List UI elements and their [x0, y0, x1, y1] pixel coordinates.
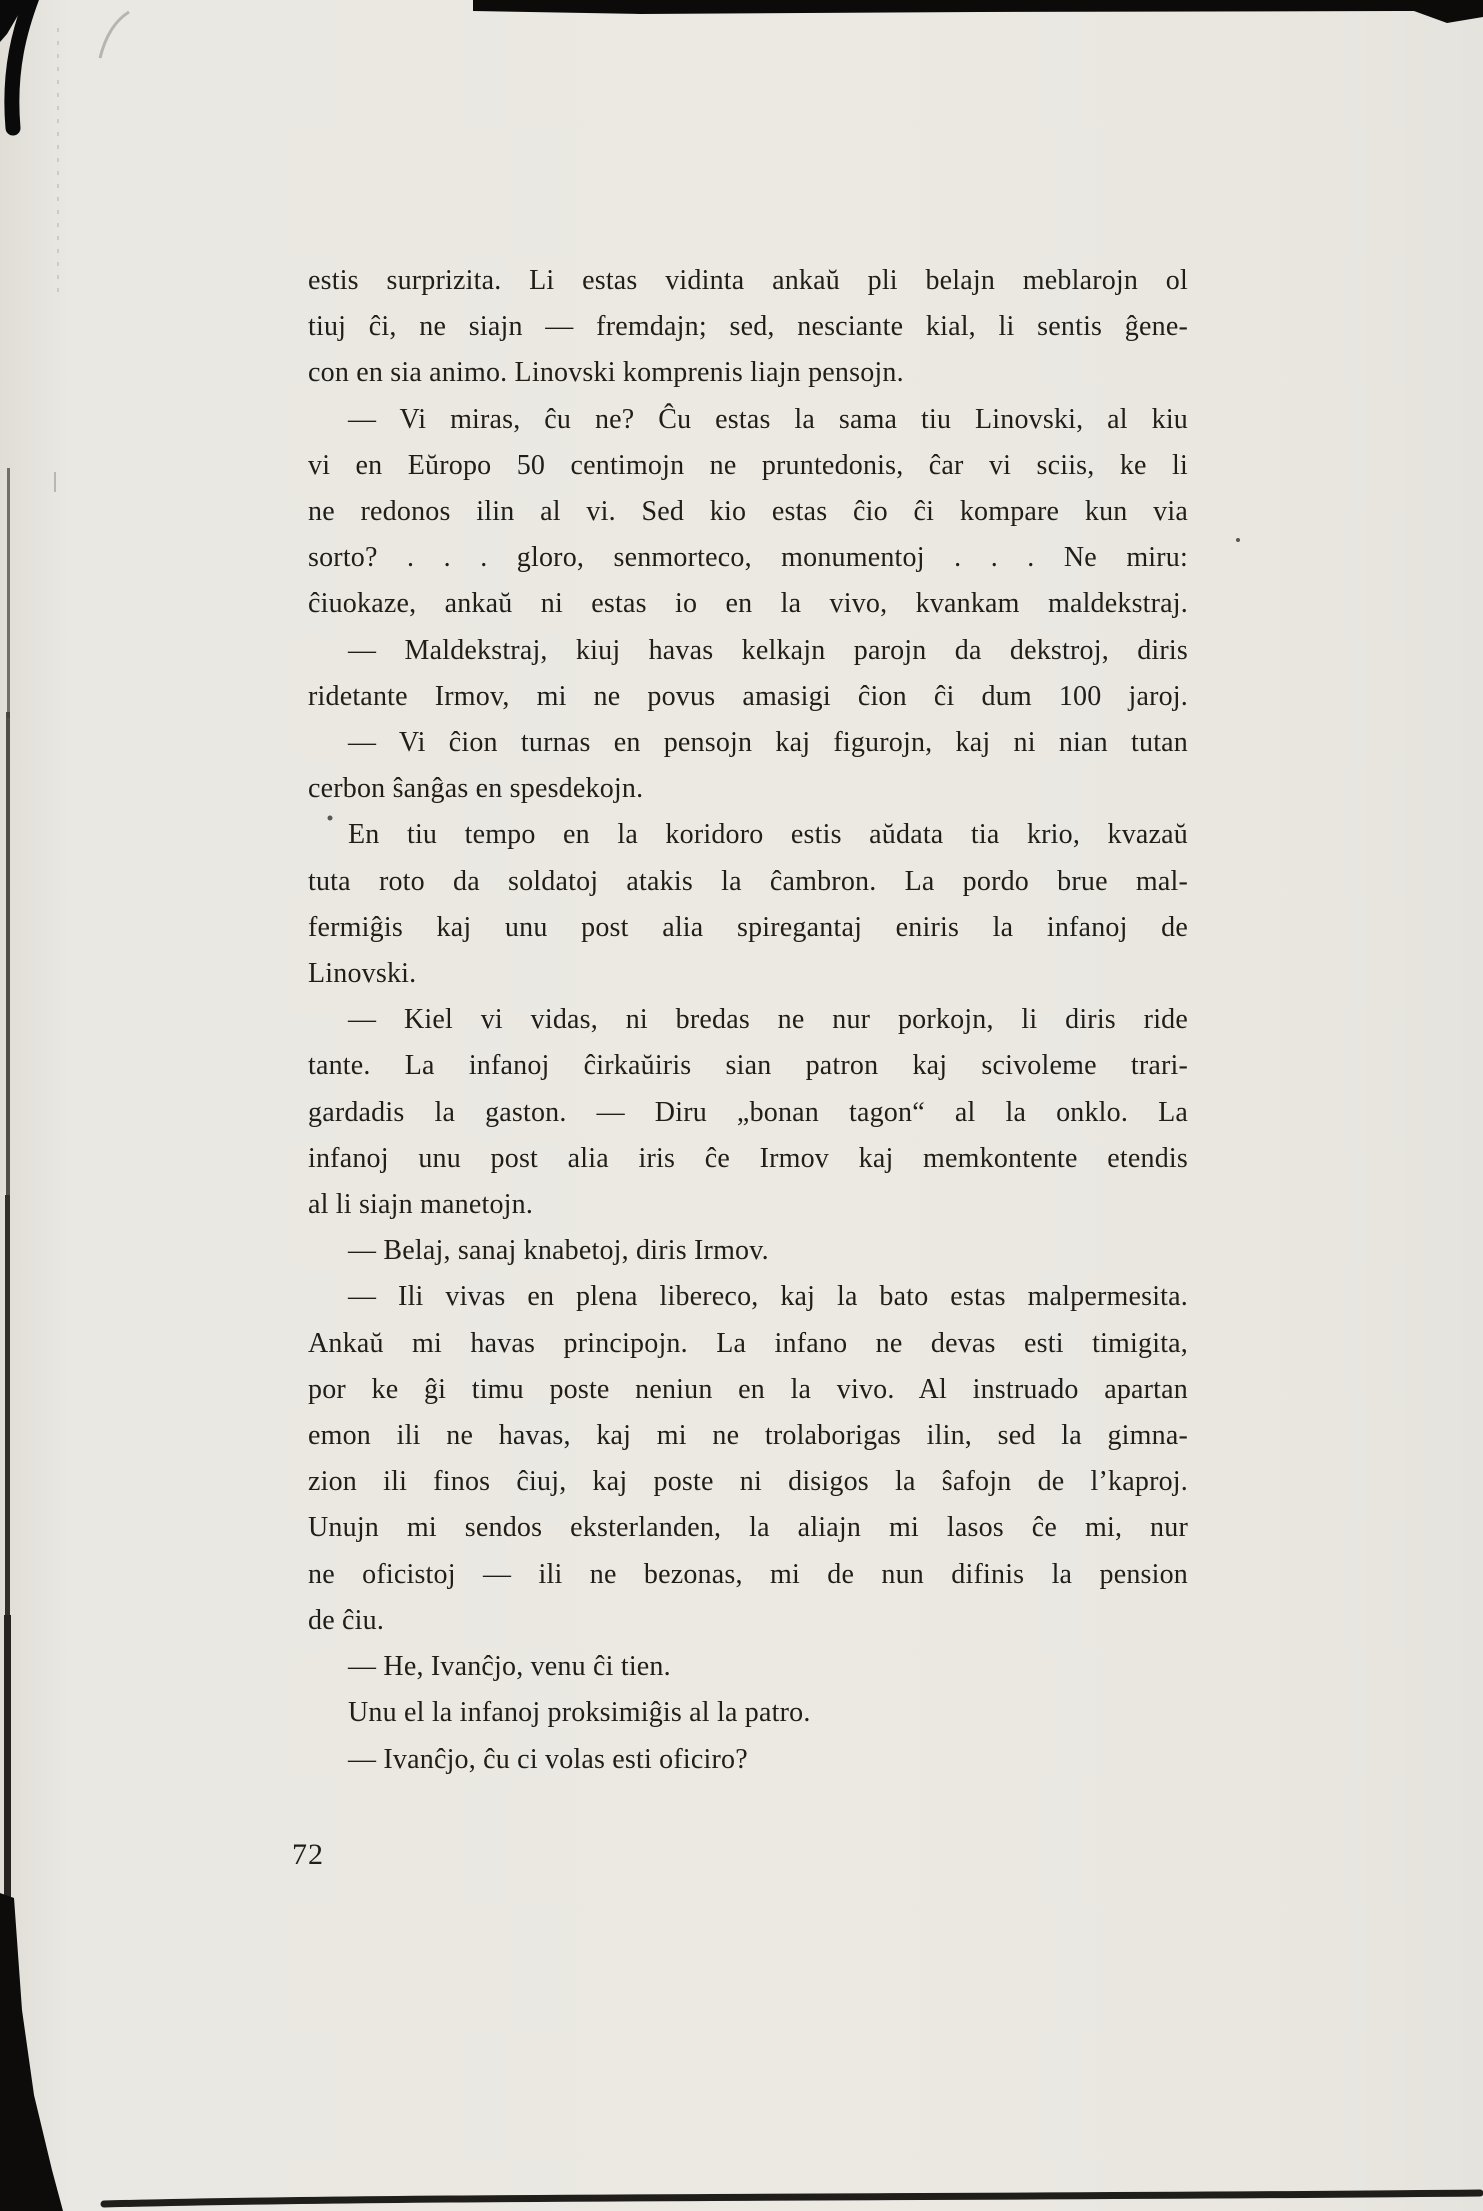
text-line: Linovski. [308, 958, 417, 990]
text-line: ridetante Irmov, mi ne povus amasigi ĉion ĉi dum 100 jaroj. [308, 680, 1188, 712]
scan-artifact-speck [1236, 538, 1240, 542]
text-line: — Maldekstraj, kiuj havas kelkajn parojn da dekstroj, diris [348, 634, 1188, 666]
scan-artifact-corner-fill [0, 0, 27, 42]
text-line: al li siajn manetojn. [308, 1189, 534, 1221]
scan-artifact-top-bar [473, 0, 1483, 23]
text-line: fermiĝis kaj unu post alia spiregantaj eniris la infanoj de [308, 911, 1188, 943]
text-line: — He, Ivanĉjo, venu ĉi tien. [348, 1651, 671, 1683]
text-line: — Ili vivas en plena libereco, kaj la bato estas malpermesita. [348, 1281, 1188, 1313]
text-line: sorto? . . . gloro, senmorteco, monumentoj . . . Ne miru: [308, 542, 1188, 574]
text-line: zion ili finos ĉiuj, kaj poste ni disigos la ŝafojn de l’kaproj. [308, 1466, 1188, 1498]
text-line: gardadis la gaston. — Diru „bonan tagon“ al la onklo. La [308, 1096, 1188, 1128]
text-line: vi en Eŭropo 50 centimojn ne pruntedonis, ĉar vi sciis, ke li [308, 449, 1188, 481]
text-line: estis surprizita. Li estas vidinta ankaŭ pli belajn meblarojn ol [308, 265, 1188, 296]
text-line: Unu el la infanoj proksimiĝis al la patro. [348, 1697, 811, 1729]
text-line: — Ivanĉjo, ĉu ci volas esti oficiro? [348, 1743, 748, 1775]
text-line: ne oficistoj — ili ne bezonas, mi de nun difinis la pension [308, 1558, 1188, 1590]
text-line: emon ili ne havas, kaj mi ne trolaborigas ilin, sed la gimna- [308, 1420, 1188, 1452]
text-line: tante. La infanoj ĉirkaŭiris sian patron kaj scivoleme trari- [308, 1050, 1188, 1082]
text-line: — Kiel vi vidas, ni bredas ne nur porkojn, li diris ride [348, 1004, 1188, 1036]
text-line: En tiu tempo en la koridoro estis aŭdata tia krio, kvazaŭ [348, 819, 1188, 851]
scan-artifact-bottom-line [104, 2193, 1480, 2204]
text-line: — Belaj, sanaj knabetoj, diris Irmov. [348, 1235, 769, 1267]
scan-artifact-pencil-mark [100, 12, 129, 58]
scan-artifact-left-edge-1 [7, 468, 10, 718]
scan-artifact-left-edge-3 [5, 1195, 10, 1620]
text-line: cerbon ŝanĝas en spesdekojn. [308, 773, 644, 805]
page-number: 72 [292, 1838, 324, 1871]
text-line: de ĉiu. [308, 1604, 385, 1636]
scan-artifact-bottom-left-wedge [0, 1893, 63, 2211]
text-line: ne redonos ilin al vi. Sed kio estas ĉio ĉi kompare kun via [308, 496, 1188, 528]
text-line: — Vi ĉion turnas en pensojn kaj figurojn, kaj ni nian tutan [348, 727, 1188, 759]
text-line: — Vi miras, ĉu ne? Ĉu estas la sama tiu Linovski, al kiu [348, 403, 1188, 435]
text-line: tuta roto da soldatoj atakis la ĉambron. La pordo brue mal- [308, 865, 1188, 897]
scan-artifact-left-edge-4 [4, 1615, 11, 1907]
text-line: infanoj unu post alia iris ĉe Irmov kaj memkontente etendis [308, 1142, 1188, 1174]
text-line: Unujn mi sendos eksterlanden, la aliajn mi lasos ĉe mi, nur [308, 1512, 1188, 1544]
scan-artifact-corner-hook [12, 0, 34, 128]
scan-artifact-left-edge-2 [6, 712, 10, 1198]
text-line: por ke ĝi timu poste neniun en la vivo. Al instruado apartan [308, 1373, 1188, 1405]
text-line: tiuj ĉi, ne siajn — fremdajn; sed, nesciante kial, li sentis ĝene- [308, 311, 1188, 343]
text-line: ĉiuokaze, ankaŭ ni estas io en la vivo, kvankam maldekstraj. [308, 588, 1188, 620]
text-line: con en sia animo. Linovski komprenis liajn pensojn. [308, 357, 904, 389]
scan-artifact-speck [54, 472, 56, 492]
text-line: Ankaŭ mi havas principojn. La infano ne devas esti timigita, [308, 1327, 1188, 1359]
page-text [308, 258, 1188, 1783]
